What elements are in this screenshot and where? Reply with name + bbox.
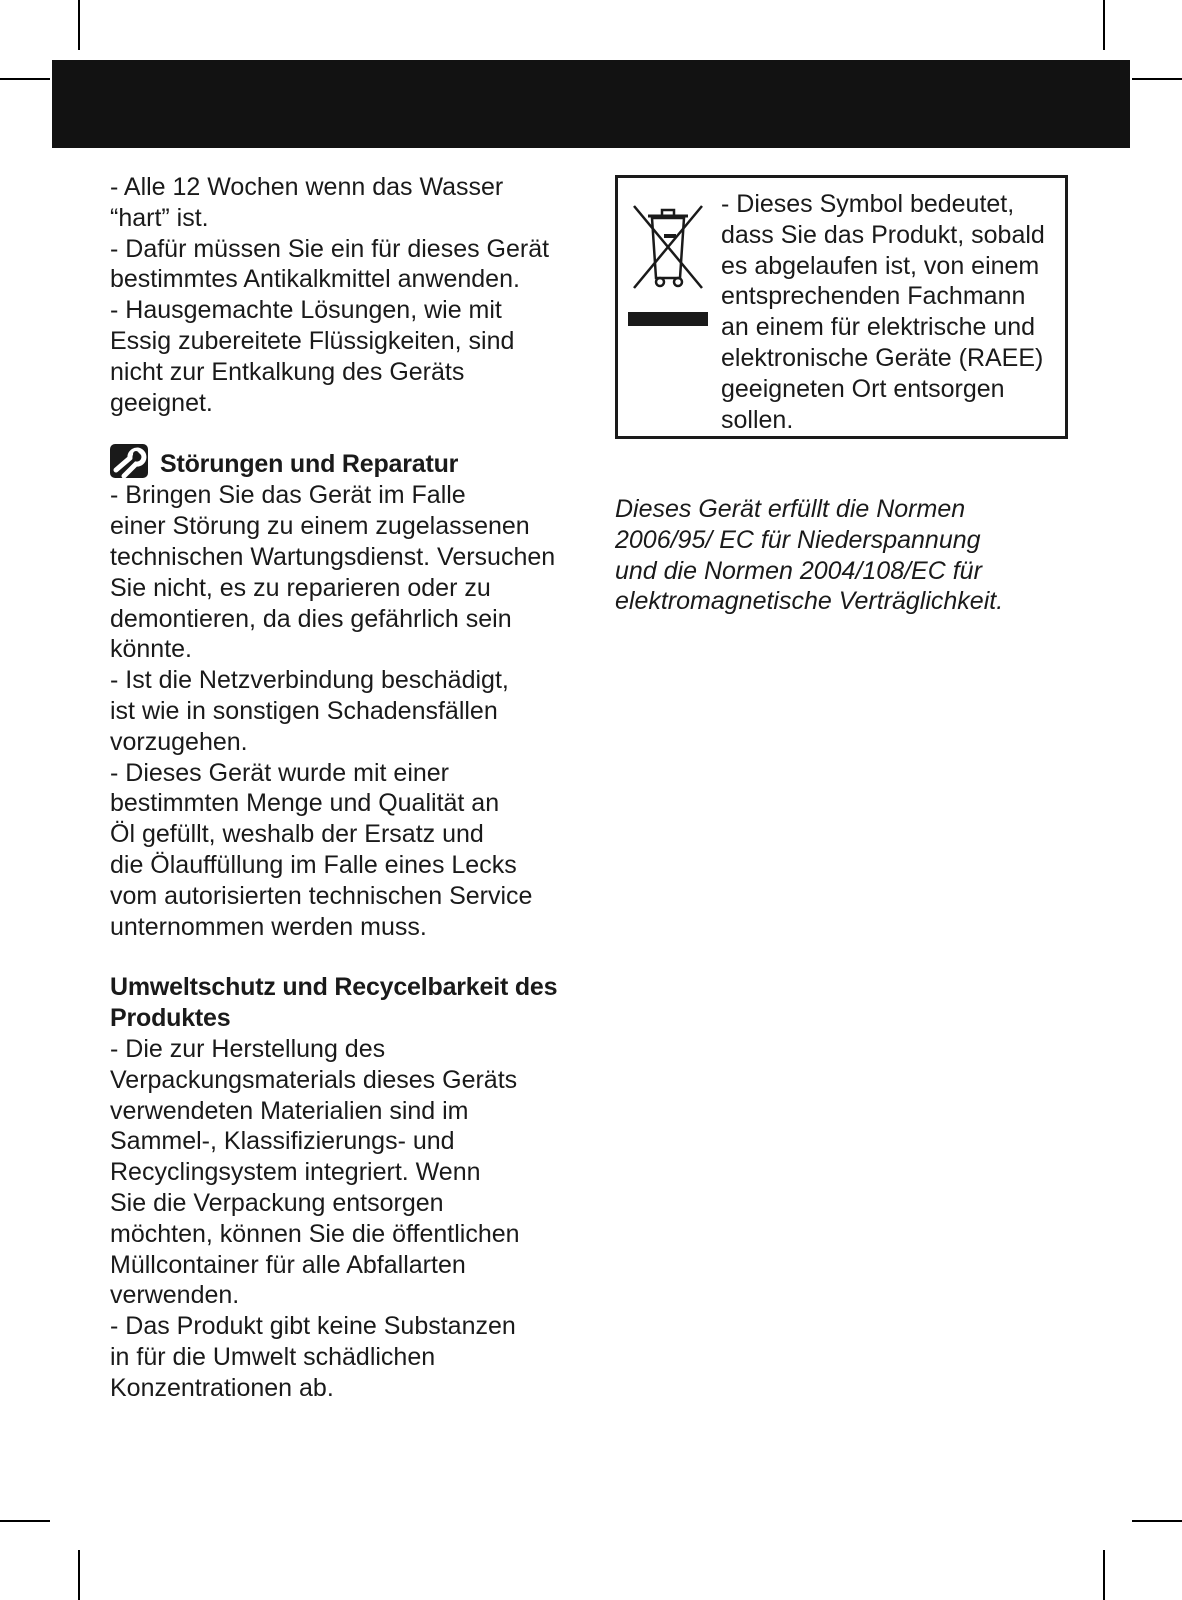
crop-mark [1103, 1550, 1105, 1600]
weee-text: - Dieses Symbol bedeutet, dass Sie das Produkt, sobald es abgelaufen ist, von einem entsprechenden Fachmann an einem für elektrische und elektronische Geräte (RAEE) geeigneten Ort entsorgen sollen. [721, 190, 1045, 434]
repair-heading-row [110, 448, 580, 480]
crop-mark [78, 1550, 80, 1600]
weee-notice-box [615, 175, 1068, 439]
repair-heading: Störungen und Reparatur [160, 449, 459, 478]
crop-mark [1132, 78, 1182, 80]
crop-mark [1132, 1520, 1182, 1522]
crop-mark [0, 1520, 50, 1522]
repair-paragraph: - Bringen Sie das Gerät im Falle einer Störung zu einem zugelassenen technischen Wartungsdienst. Versuchen Sie nicht, es zu reparieren oder zu demontieren, da dies gefährlich sein könnte. - Ist die Netzverbindung beschädigt, ist wie in sonstigen Schadensfällen vorzugehen. - Dieses Gerät wurde mit einer bestimmten Menge und Qualität an Öl gefüllt, weshalb der Ersatz und die Ölauffüllung im Falle eines Lecks vom autorisierten technischen Service unternommen werden muss. [110, 481, 556, 941]
crop-mark [1103, 0, 1105, 50]
compliance-note: Dieses Gerät erfüllt die Normen 2006/95/ EC für Niederspannung und die Normen 2004/108/EC für elektromagnetische Verträglichkeit. [615, 495, 1004, 616]
crop-mark [0, 78, 50, 80]
header-band [52, 60, 1130, 148]
env-heading: Umweltschutz und Recycelbarkeit des [110, 973, 558, 1002]
wrench-icon [110, 444, 148, 478]
crossed-out-wheelie-bin-icon [626, 194, 710, 330]
crop-mark [78, 0, 80, 50]
descaling-paragraph: - Alle 12 Wochen wenn das Wasser “hart” ist. - Dafür müssen Sie ein für dieses Gerät bestimmtes Antikalkmittel anwenden. - Hausgemachte Lösungen, wie mit Essig zubereitete Flüssigkeiten, sind nicht zur Entkalkung des Geräts geeignet. [110, 173, 550, 417]
env-heading-cont: Produktes [110, 1004, 231, 1033]
env-paragraph: - Die zur Herstellung des Verpackungsmaterials dieses Geräts verwendeten Materialien sind im Sammel-, Klassifizierungs- und Recyclingsystem integriert. Wenn Sie die Verpackung entsorgen möchten, können Sie die öffentlichen Müllcontainer für alle Abfallarten verwenden. - Das Produkt gibt keine Substanzen in für die Umwelt schädlichen Konzentrationen ab. [110, 1034, 520, 1402]
left-column [110, 172, 580, 1403]
